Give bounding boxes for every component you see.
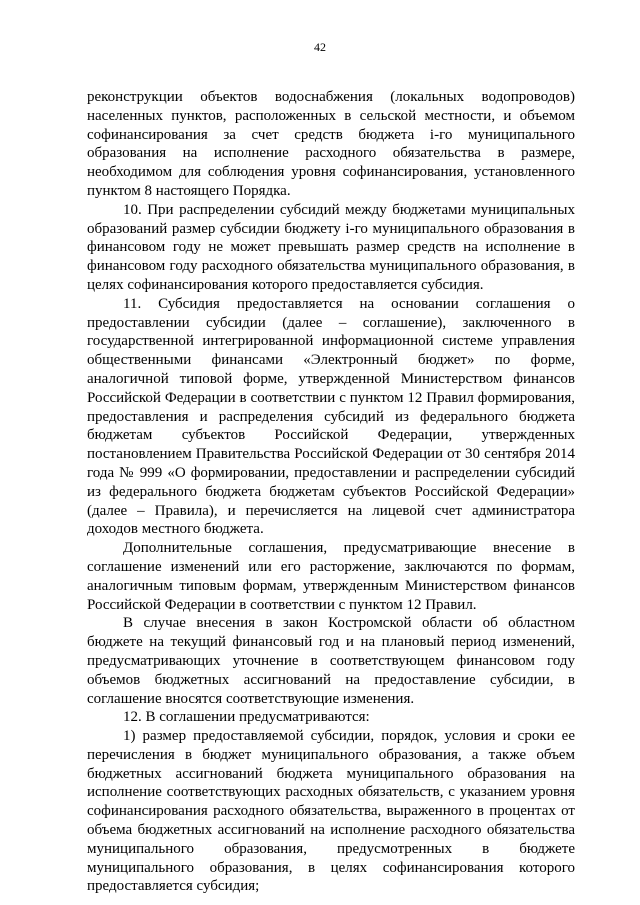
- document-body: [87, 88, 575, 896]
- paragraph-2: 10. При распределении субсидий между бюджетами муниципальных образований размер субсидии бюджету i-го муниципального образования в финансовом году не может превышать размер средств на исполнение в финансовом году расходного обязательства муниципального образования, в целях софинансирования которого предоставляется субсидия.: [87, 201, 575, 293]
- paragraph-5: В случае внесения в закон Костромской области об областном бюджете на текущий финансовый год и на плановый период изменений, предусматривающих уточнение в соответствующем финансовом году объемов бюджетных ассигнований на предоставление субсидии, в соглашение вносятся соответствующие изменения.: [87, 615, 575, 707]
- paragraph-1: реконструкции объектов водоснабжения (локальных водопроводов) населенных пунктов, расположенных в сельской местности, и объемом софинансирования за счет средств бюджета i-го муниципального образования на исполнение расходного обязательства в размере, необходимом для соблюдения уровня софинансирования, установленного пунктом 8 настоящего Порядка.: [87, 89, 575, 199]
- paragraph-3: 11. Субсидия предоставляется на основании соглашения о предоставлении субсидии (далее – соглашение), заключенного в государственной интегрированной информационной системе управления общественными финансами «Электронный бюджет» по форме, аналогичной типовой форме, утвержденной Министерством финансов Российской Федерации в соответствии с пунктом 12 Правил формирования, предоставления и распределения субсидий из федерального бюджета бюджетам субъектов Российской Федерации, утвержденных постановлением Правительства Российской Федерации от 30 сентября 2014 года № 999 «О формировании, предоставлении и распределении субсидий из федерального бюджета бюджетам субъектов Российской Федерации» (далее – Правила), и перечисляется на лицевой счет администратора доходов местного бюджета.: [87, 295, 575, 538]
- page-number: 42: [314, 40, 326, 54]
- paragraph-6: 12. В соглашении предусматриваются:: [123, 709, 370, 726]
- paragraph-7: 1) размер предоставляемой субсидии, порядок, условия и сроки ее перечисления в бюджет муниципального образования, а также объем бюджетных ассигнований бюджета муниципального образования на исполнение соответствующих расходных обязательств, с указанием уровня софинансирования расходного обязательства, выраженного в процентах от объема бюджетных ассигнований на исполнение расходного обязательства муниципального образования, предусмотренных в бюджете муниципального образования, в целях софинансирования которого предоставляется субсидия;: [87, 728, 575, 895]
- paragraph-4: Дополнительные соглашения, предусматривающие внесение в соглашение изменений или его расторжение, заключаются по формам, аналогичным типовым формам, утвержденным Министерством финансов Российской Федерации в соответствии с пунктом 12 Правил.: [87, 540, 575, 613]
